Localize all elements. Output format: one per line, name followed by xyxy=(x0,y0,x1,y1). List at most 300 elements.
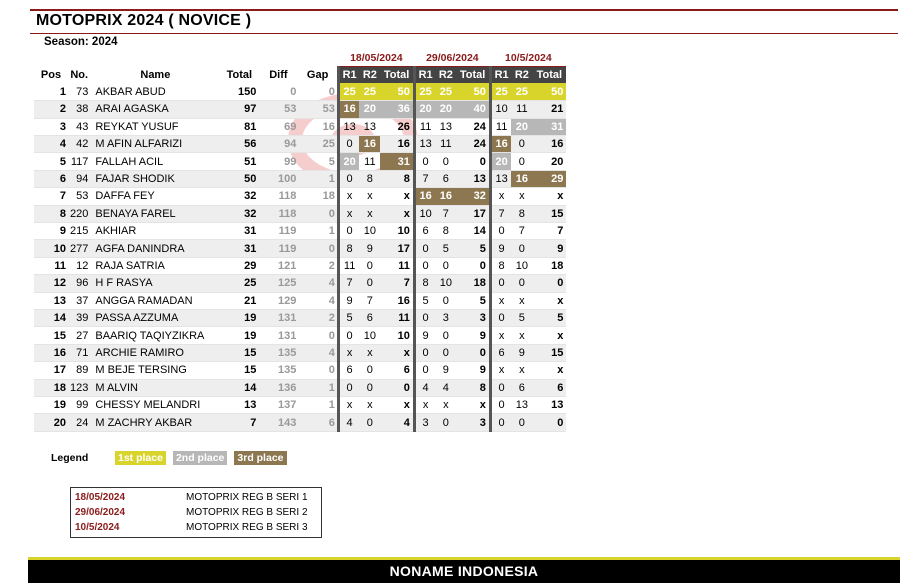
round-total-cell: 18 xyxy=(532,257,566,274)
r2-cell: x xyxy=(511,362,532,379)
r2-cell: 8 xyxy=(435,223,456,240)
rider-number-cell: 215 xyxy=(68,223,90,240)
rider-name-cell: FAJAR SHODIK xyxy=(90,170,220,187)
rider-name-cell: M ALVIN xyxy=(90,379,220,396)
pos-cell: 17 xyxy=(34,362,68,379)
rider-number-cell: 24 xyxy=(68,414,90,431)
diff-cell: 143 xyxy=(258,414,298,431)
header-round-total: Total xyxy=(532,66,566,83)
total-points-cell: 32 xyxy=(220,188,258,205)
rider-name-cell: DAFFA FEY xyxy=(90,188,220,205)
r1-cell: 0 xyxy=(490,223,511,240)
r1-cell: 16 xyxy=(490,136,511,153)
r1-cell: 4 xyxy=(414,379,435,396)
rider-number-cell: 38 xyxy=(68,101,90,118)
header-row xyxy=(34,66,566,83)
r1-cell: 11 xyxy=(490,118,511,135)
r2-cell: 11 xyxy=(435,136,456,153)
r1-cell: 0 xyxy=(414,344,435,361)
total-points-cell: 29 xyxy=(220,257,258,274)
rider-number-cell: 89 xyxy=(68,362,90,379)
round-total-cell: 17 xyxy=(380,240,414,257)
r1-cell: 6 xyxy=(490,344,511,361)
total-points-cell: 31 xyxy=(220,240,258,257)
round-total-cell: 3 xyxy=(456,309,490,326)
r1-cell: 0 xyxy=(490,379,511,396)
round-total-cell: 3 xyxy=(456,414,490,431)
rider-number-cell: 73 xyxy=(68,83,90,100)
gap-cell: 18 xyxy=(298,188,338,205)
total-points-cell: 21 xyxy=(220,292,258,309)
round-total-cell: 8 xyxy=(456,379,490,396)
r2-cell: 0 xyxy=(435,292,456,309)
total-points-cell: 32 xyxy=(220,205,258,222)
round-total-cell: 36 xyxy=(380,101,414,118)
r2-cell: 8 xyxy=(359,170,380,187)
r1-cell: 13 xyxy=(338,118,359,135)
r1-cell: 7 xyxy=(490,205,511,222)
diff-cell: 129 xyxy=(258,292,298,309)
r1-cell: x xyxy=(490,327,511,344)
event-date: 10/5/2024 xyxy=(75,522,120,533)
pos-cell: 18 xyxy=(34,379,68,396)
r1-cell: 0 xyxy=(338,223,359,240)
rider-name-cell: M ZACHRY AKBAR xyxy=(90,414,220,431)
header-r2: R2 xyxy=(511,66,532,83)
gap-cell: 1 xyxy=(298,396,338,413)
gap-cell: 1 xyxy=(298,223,338,240)
table-row xyxy=(34,379,566,396)
total-points-cell: 15 xyxy=(220,344,258,361)
pos-cell: 19 xyxy=(34,396,68,413)
round-total-cell: 50 xyxy=(380,83,414,100)
r1-cell: x xyxy=(490,292,511,309)
round-total-cell: 31 xyxy=(380,153,414,170)
title-rule xyxy=(30,9,898,11)
r2-cell: 0 xyxy=(435,257,456,274)
diff-cell: 0 xyxy=(258,83,298,100)
round-total-cell: 24 xyxy=(456,136,490,153)
round-total-cell: 4 xyxy=(380,414,414,431)
r1-cell: 16 xyxy=(338,101,359,118)
r2-cell: x xyxy=(359,205,380,222)
rider-number-cell: 71 xyxy=(68,344,90,361)
round-total-cell: 9 xyxy=(456,327,490,344)
pos-cell: 16 xyxy=(34,344,68,361)
round-total-cell: 16 xyxy=(380,136,414,153)
gap-cell: 2 xyxy=(298,309,338,326)
round-total-cell: 9 xyxy=(532,240,566,257)
gap-cell: 1 xyxy=(298,379,338,396)
rider-number-cell: 99 xyxy=(68,396,90,413)
round-total-cell: 13 xyxy=(532,396,566,413)
r2-cell: 8 xyxy=(511,205,532,222)
gap-cell: 4 xyxy=(298,344,338,361)
total-points-cell: 97 xyxy=(220,101,258,118)
rider-name-cell: AGFA DANINDRA xyxy=(90,240,220,257)
rider-number-cell: 53 xyxy=(68,188,90,205)
table-row xyxy=(34,344,566,361)
pos-cell: 6 xyxy=(34,170,68,187)
header-round-total: Total xyxy=(456,66,490,83)
rider-name-cell: H F RASYA xyxy=(90,275,220,292)
pos-cell: 15 xyxy=(34,327,68,344)
r2-cell: 7 xyxy=(435,205,456,222)
header-no: No. xyxy=(70,68,89,81)
pos-cell: 14 xyxy=(34,309,68,326)
pos-cell: 8 xyxy=(34,205,68,222)
r1-cell: 7 xyxy=(414,170,435,187)
r1-cell: 8 xyxy=(490,257,511,274)
r1-cell: 0 xyxy=(490,396,511,413)
r2-cell: 6 xyxy=(359,309,380,326)
gap-cell: 5 xyxy=(298,153,338,170)
event-date: 18/05/2024 xyxy=(75,492,126,503)
pos-cell: 13 xyxy=(34,292,68,309)
round-total-cell: 15 xyxy=(532,205,566,222)
r2-cell: 6 xyxy=(511,379,532,396)
rider-number-cell: 39 xyxy=(68,309,90,326)
diff-cell: 100 xyxy=(258,170,298,187)
r1-cell: 20 xyxy=(414,101,435,118)
pos-cell: 1 xyxy=(34,83,68,100)
pos-cell: 5 xyxy=(34,153,68,170)
rider-name-cell: AKBAR ABUD xyxy=(90,83,220,100)
event-name: MOTOPRIX REG B SERI 1 xyxy=(186,492,308,503)
r2-cell: 25 xyxy=(511,83,532,100)
round-total-cell: 0 xyxy=(532,414,566,431)
rider-name-cell: M BEJE TERSING xyxy=(90,362,220,379)
diff-cell: 99 xyxy=(258,153,298,170)
legend-third-place: 3rd place xyxy=(234,451,286,465)
round-total-cell: 7 xyxy=(532,223,566,240)
r2-cell: 5 xyxy=(511,309,532,326)
total-points-cell: 19 xyxy=(220,309,258,326)
round-total-cell: 21 xyxy=(532,101,566,118)
round-total-cell: 40 xyxy=(456,101,490,118)
rider-name-cell: AKHIAR xyxy=(90,223,220,240)
round-total-cell: 0 xyxy=(456,344,490,361)
r1-cell: 8 xyxy=(338,240,359,257)
table-row xyxy=(34,118,566,135)
r1-cell: 0 xyxy=(414,153,435,170)
r2-cell: x xyxy=(511,188,532,205)
r1-cell: 0 xyxy=(338,379,359,396)
round-total-cell: 26 xyxy=(380,118,414,135)
table-row xyxy=(34,309,566,326)
total-points-cell: 15 xyxy=(220,362,258,379)
gap-cell: 16 xyxy=(298,118,338,135)
round-total-cell: 6 xyxy=(380,362,414,379)
r2-cell: 25 xyxy=(435,83,456,100)
r1-cell: 10 xyxy=(414,205,435,222)
gap-cell: 4 xyxy=(298,275,338,292)
table-row xyxy=(34,223,566,240)
footer-banner: NONAME INDONESIA xyxy=(28,560,900,583)
rider-number-cell: 220 xyxy=(68,205,90,222)
gap-cell: 53 xyxy=(298,101,338,118)
diff-cell: 119 xyxy=(258,240,298,257)
header-r1: R1 xyxy=(414,66,435,83)
r1-cell: 4 xyxy=(338,414,359,431)
r2-cell: 13 xyxy=(435,118,456,135)
gap-cell: 0 xyxy=(298,205,338,222)
r1-cell: x xyxy=(338,188,359,205)
header-r1: R1 xyxy=(490,66,511,83)
event-name: MOTOPRIX REG B SERI 2 xyxy=(186,507,308,518)
round-total-cell: 0 xyxy=(532,275,566,292)
round-total-cell: x xyxy=(532,327,566,344)
total-points-cell: 51 xyxy=(220,153,258,170)
diff-cell: 118 xyxy=(258,205,298,222)
r1-cell: x xyxy=(338,205,359,222)
r1-cell: 0 xyxy=(338,136,359,153)
title-underline xyxy=(30,33,898,34)
round-total-cell: 0 xyxy=(380,379,414,396)
total-points-cell: 31 xyxy=(220,223,258,240)
r2-cell: 0 xyxy=(359,257,380,274)
gap-cell: 6 xyxy=(298,414,338,431)
r2-cell: 9 xyxy=(359,240,380,257)
round-total-cell: 9 xyxy=(456,362,490,379)
r2-cell: 9 xyxy=(511,344,532,361)
pos-cell: 12 xyxy=(34,275,68,292)
round-total-cell: 0 xyxy=(456,153,490,170)
r2-cell: 10 xyxy=(511,257,532,274)
event-item xyxy=(75,490,321,505)
pos-cell: 11 xyxy=(34,257,68,274)
round-total-cell: 31 xyxy=(532,118,566,135)
rider-number-cell: 12 xyxy=(68,257,90,274)
round-total-cell: 15 xyxy=(532,344,566,361)
total-points-cell: 56 xyxy=(220,136,258,153)
r2-cell: 0 xyxy=(511,136,532,153)
round-total-cell: 16 xyxy=(532,136,566,153)
rider-name-cell: ARCHIE RAMIRO xyxy=(90,344,220,361)
gap-cell: 0 xyxy=(298,83,338,100)
round-total-cell: 29 xyxy=(532,170,566,187)
r2-cell: 0 xyxy=(359,414,380,431)
pos-cell: 4 xyxy=(34,136,68,153)
r2-cell: 9 xyxy=(435,362,456,379)
round-total-cell: x xyxy=(380,396,414,413)
r1-cell: 25 xyxy=(414,83,435,100)
event-list xyxy=(70,487,322,538)
r2-cell: 0 xyxy=(511,240,532,257)
r1-cell: 9 xyxy=(338,292,359,309)
r1-cell: 13 xyxy=(490,170,511,187)
r2-cell: 0 xyxy=(359,379,380,396)
table-row xyxy=(34,362,566,379)
pos-cell: 7 xyxy=(34,188,68,205)
rider-number-cell: 277 xyxy=(68,240,90,257)
r2-cell: 13 xyxy=(511,396,532,413)
round-total-cell: 11 xyxy=(380,257,414,274)
r1-cell: 0 xyxy=(338,170,359,187)
r2-cell: 13 xyxy=(359,118,380,135)
round-total-cell: 5 xyxy=(532,309,566,326)
event-item xyxy=(75,520,321,535)
round-total-cell: 24 xyxy=(456,118,490,135)
gap-cell: 25 xyxy=(298,136,338,153)
pos-cell: 2 xyxy=(34,101,68,118)
r2-cell: 20 xyxy=(435,101,456,118)
header-total: Total xyxy=(226,68,253,81)
total-points-cell: 25 xyxy=(220,275,258,292)
r2-cell: 20 xyxy=(359,101,380,118)
r1-cell: 9 xyxy=(490,240,511,257)
total-points-cell: 19 xyxy=(220,327,258,344)
diff-cell: 119 xyxy=(258,223,298,240)
diff-cell: 131 xyxy=(258,327,298,344)
r2-cell: x xyxy=(359,188,380,205)
r2-cell: 11 xyxy=(511,101,532,118)
r1-cell: 0 xyxy=(414,309,435,326)
gap-cell: 0 xyxy=(298,362,338,379)
r2-cell: x xyxy=(359,344,380,361)
round-total-cell: 11 xyxy=(380,309,414,326)
r2-cell: 7 xyxy=(511,223,532,240)
r1-cell: x xyxy=(490,188,511,205)
diff-cell: 69 xyxy=(258,118,298,135)
total-points-cell: 81 xyxy=(220,118,258,135)
diff-cell: 135 xyxy=(258,362,298,379)
r2-cell: 3 xyxy=(435,309,456,326)
rider-name-cell: RAJA SATRIA xyxy=(90,257,220,274)
r1-cell: 13 xyxy=(414,136,435,153)
rider-name-cell: CHESSY MELANDRI xyxy=(90,396,220,413)
rider-name-cell: ANGGA RAMADAN xyxy=(90,292,220,309)
round-total-cell: 18 xyxy=(456,275,490,292)
diff-cell: 135 xyxy=(258,344,298,361)
r2-cell: 0 xyxy=(359,275,380,292)
header-r2: R2 xyxy=(435,66,456,83)
r2-cell: 4 xyxy=(435,379,456,396)
header-name: Name xyxy=(140,68,171,81)
r1-cell: 0 xyxy=(490,414,511,431)
table-row xyxy=(34,153,566,170)
r1-cell: 0 xyxy=(414,257,435,274)
r1-cell: 25 xyxy=(490,83,511,100)
legend-title: Legend xyxy=(51,452,89,464)
r2-cell: x xyxy=(435,396,456,413)
r1-cell: x xyxy=(338,396,359,413)
round-total-cell: x xyxy=(532,292,566,309)
pos-cell: 3 xyxy=(34,118,68,135)
page-title: MOTOPRIX 2024 ( NOVICE ) xyxy=(36,12,252,29)
pos-cell: 10 xyxy=(34,240,68,257)
r1-cell: 11 xyxy=(414,118,435,135)
r2-cell: x xyxy=(511,292,532,309)
r1-cell: 0 xyxy=(338,327,359,344)
round-dates-row xyxy=(34,51,566,66)
table-row xyxy=(34,240,566,257)
rider-number-cell: 117 xyxy=(68,153,90,170)
r1-cell: 5 xyxy=(338,309,359,326)
rider-name-cell: FALLAH ACIL xyxy=(90,153,220,170)
header-pos: Pos xyxy=(40,68,62,81)
legend-second-place: 2nd place xyxy=(173,451,227,465)
round-total-cell: x xyxy=(380,344,414,361)
event-name: MOTOPRIX REG B SERI 3 xyxy=(186,522,308,533)
r1-cell: 0 xyxy=(490,309,511,326)
table-row xyxy=(34,275,566,292)
r1-cell: 6 xyxy=(338,362,359,379)
r1-cell: 8 xyxy=(414,275,435,292)
rider-number-cell: 96 xyxy=(68,275,90,292)
header-round-total: Total xyxy=(380,66,414,83)
rider-name-cell: M AFIN ALFARIZI xyxy=(90,136,220,153)
pos-cell: 9 xyxy=(34,223,68,240)
total-points-cell: 50 xyxy=(220,170,258,187)
rider-name-cell: ARAI AGASKA xyxy=(90,101,220,118)
r2-cell: 10 xyxy=(435,275,456,292)
round-total-cell: 5 xyxy=(456,240,490,257)
legend-first-place: 1st place xyxy=(115,451,166,465)
r1-cell: 0 xyxy=(490,275,511,292)
table-row xyxy=(34,205,566,222)
rider-name-cell: BENAYA FAREL xyxy=(90,205,220,222)
header-gap: Gap xyxy=(306,68,329,81)
table-row xyxy=(34,188,566,205)
pos-cell: 20 xyxy=(34,414,68,431)
diff-cell: 121 xyxy=(258,257,298,274)
r2-cell: x xyxy=(359,396,380,413)
header-r1: R1 xyxy=(338,66,359,83)
header-diff: Diff xyxy=(269,68,288,81)
r1-cell: 7 xyxy=(338,275,359,292)
rider-number-cell: 27 xyxy=(68,327,90,344)
event-date: 29/06/2024 xyxy=(75,507,126,518)
r2-cell: 10 xyxy=(359,327,380,344)
r2-cell: 0 xyxy=(511,275,532,292)
round-date-1: 18/05/2024 xyxy=(338,51,414,66)
r2-cell: 0 xyxy=(435,327,456,344)
r2-cell: 0 xyxy=(511,153,532,170)
table-row xyxy=(34,101,566,118)
r1-cell: 11 xyxy=(338,257,359,274)
rider-name-cell: REYKAT YUSUF xyxy=(90,118,220,135)
diff-cell: 53 xyxy=(258,101,298,118)
r1-cell: 5 xyxy=(414,292,435,309)
r2-cell: 0 xyxy=(435,153,456,170)
table-row xyxy=(34,170,566,187)
r1-cell: x xyxy=(490,362,511,379)
r1-cell: 10 xyxy=(490,101,511,118)
diff-cell: 137 xyxy=(258,396,298,413)
round-total-cell: 0 xyxy=(456,257,490,274)
round-total-cell: 13 xyxy=(456,170,490,187)
round-total-cell: x xyxy=(532,362,566,379)
standings-table xyxy=(34,51,566,432)
round-total-cell: 7 xyxy=(380,275,414,292)
total-points-cell: 150 xyxy=(220,83,258,100)
r2-cell: x xyxy=(511,327,532,344)
r2-cell: 10 xyxy=(359,223,380,240)
round-date-3: 10/5/2024 xyxy=(490,51,566,66)
gap-cell: 1 xyxy=(298,170,338,187)
round-total-cell: 32 xyxy=(456,188,490,205)
r2-cell: 0 xyxy=(435,414,456,431)
r2-cell: 0 xyxy=(359,362,380,379)
table-row xyxy=(34,396,566,413)
r1-cell: 3 xyxy=(414,414,435,431)
diff-cell: 131 xyxy=(258,309,298,326)
round-total-cell: 10 xyxy=(380,327,414,344)
round-total-cell: 8 xyxy=(380,170,414,187)
gap-cell: 0 xyxy=(298,327,338,344)
rider-name-cell: PASSA AZZUMA xyxy=(90,309,220,326)
